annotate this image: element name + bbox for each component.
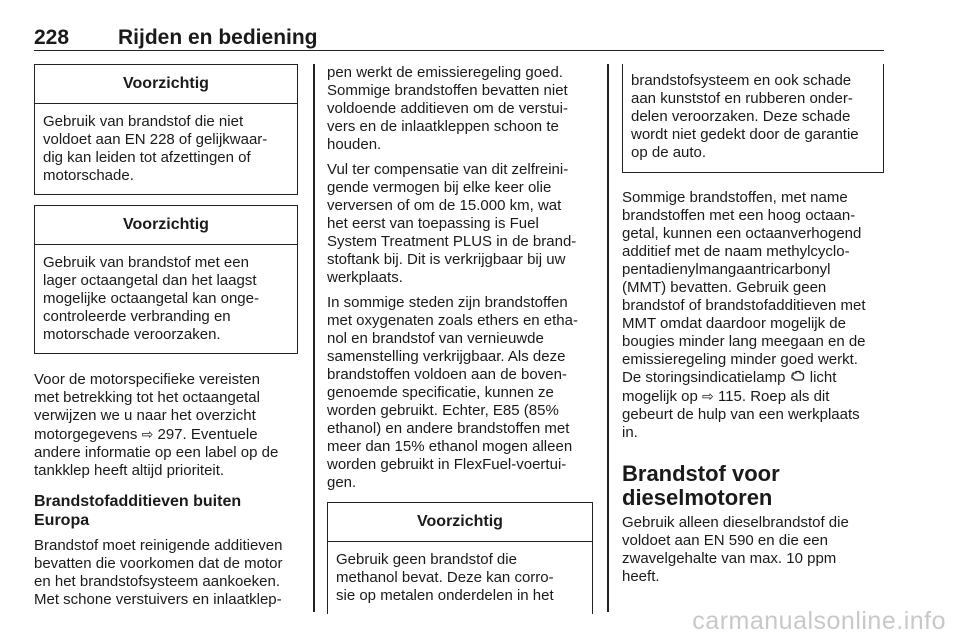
text-line: pen werkt de emissieregeling goed.	[327, 64, 563, 81]
lamp-text: De storingsindicatielamp	[622, 369, 786, 386]
caution-title: Voorzichtig	[328, 503, 592, 542]
text-line: MMT omdat daardoor mogelijk de	[622, 315, 846, 332]
text-line: vers en de inlaatkleppen schoon te	[327, 118, 559, 135]
text-line: aan kunststof en rubberen onder-	[631, 90, 853, 107]
text-line: Vul ter compensatie van dit zelfreini-	[327, 161, 569, 178]
section-heading-line: dieselmotoren	[622, 485, 773, 510]
caution-box	[327, 502, 593, 614]
page-ref-arrow-icon: ⇨	[141, 426, 154, 442]
text-line: stoftank bij. Dit is verkrijgbaar bij uw	[327, 251, 566, 268]
text-line: (MMT) bevatten. Gebruik geen	[622, 279, 827, 296]
text-line: werkplaats.	[327, 269, 403, 286]
text-line: controleerde verbranding en	[43, 308, 231, 325]
paragraph	[327, 161, 593, 287]
text-line: brandstofsysteem en ook schade	[631, 72, 852, 89]
text-line: tankklep heeft altijd prioriteit.	[34, 462, 225, 479]
column-left	[34, 64, 298, 609]
engine-warning-icon	[790, 370, 806, 383]
text-line: samenstelling verkrijgbaar. Als deze	[327, 348, 566, 365]
text-line: getal, kunnen een octaanverhogend	[622, 225, 862, 242]
running-title: Rijden en bediening	[118, 26, 318, 49]
paragraph	[327, 64, 593, 154]
text-line: motorschade.	[43, 167, 134, 184]
ref-text: motorgegevens	[34, 426, 138, 443]
caution-text	[328, 542, 592, 614]
caution-box-continued	[622, 64, 884, 173]
column-divider	[313, 64, 315, 612]
subheading	[34, 492, 298, 530]
text-line	[622, 369, 884, 387]
text-line: in.	[622, 424, 638, 441]
text-line: het eerst van toepassing is Fuel	[327, 215, 539, 232]
text-line: mogelijke octaangetal kan onge-	[43, 290, 259, 307]
watermark: carmanualsonline.info	[692, 607, 946, 635]
paragraph	[34, 371, 298, 480]
text-line: motorschade veroorzaken.	[43, 326, 221, 343]
section-heading-line: Brandstof voor	[622, 461, 780, 486]
text-line: Voor de motorspecifieke vereisten	[34, 371, 260, 388]
text-line: gebeurt de hulp van een werkplaats	[622, 406, 860, 423]
text-line: verversen of om de 15.000 km, wat	[327, 197, 562, 214]
page-number: 228	[34, 26, 70, 49]
text-line: Brandstof moet reinigende additieven	[34, 537, 283, 554]
column-right	[622, 64, 884, 586]
text-line	[34, 425, 298, 444]
text-line: brandstof of brandstofadditieven met	[622, 297, 866, 314]
subheading-line: Europa	[34, 512, 90, 529]
caution-title: Voorzichtig	[35, 65, 297, 104]
text-line: dig kan leiden tot afzettingen of	[43, 149, 251, 166]
subheading-line: Brandstofadditieven buiten	[34, 493, 242, 510]
text-line: pentadienylmangaantricarbonyl	[622, 261, 831, 278]
text-line: bevatten die voorkomen dat de motor	[34, 555, 283, 572]
caution-title: Voorzichtig	[35, 206, 297, 245]
caution-box	[34, 64, 298, 195]
text-line: bougies minder lang meegaan en de	[622, 333, 866, 350]
text-line: In sommige steden zijn brandstoffen	[327, 294, 568, 311]
text-line: sie op metalen onderdelen in het	[336, 587, 554, 604]
text-line: Gebruik van brandstof met een	[43, 254, 249, 271]
text-line: voldoet aan EN 228 of gelijkwaar-	[43, 131, 268, 148]
text-line	[622, 387, 884, 406]
column-middle	[327, 64, 593, 614]
text-line: methanol bevat. Deze kan corro-	[336, 569, 554, 586]
text-line: lager octaangetal dan het laagst	[43, 272, 257, 289]
text-line: zwavelgehalte van max. 10 ppm	[622, 550, 837, 567]
text-line: Gebruik geen brandstof die	[336, 551, 517, 568]
paragraph	[34, 537, 298, 609]
text-line: brandstoffen met een hoog octaan-	[622, 207, 856, 224]
text-line: gen.	[327, 474, 357, 491]
paragraph	[327, 294, 593, 492]
text-line: Sommige brandstoffen bevatten niet	[327, 82, 568, 99]
text-line: brandstoffen voldoen aan de boven-	[327, 366, 567, 383]
text-line: additief met de naam methylcyclo-	[622, 243, 850, 260]
text-line: meer dan 15% ethanol mogen alleen	[327, 438, 573, 455]
text-line: delen veroorzaken. Deze schade	[631, 108, 851, 125]
column-divider	[607, 64, 609, 612]
text-line: genoemde specificatie, kunnen ze	[327, 384, 554, 401]
paragraph	[622, 514, 884, 586]
page-ref-link[interactable]: 297. Eventuele	[157, 426, 258, 443]
text-line: met oxygenaten zoals ethers en etha-	[327, 312, 578, 329]
text-line: ethanol) en andere brandstoffen met	[327, 420, 570, 437]
text-line: Gebruik van brandstof die niet	[43, 113, 244, 130]
text-line: houden.	[327, 136, 382, 153]
text-line: Met schone verstuivers en inlaatklep-	[34, 591, 282, 608]
text-line: worden gebruikt. Echter, E85 (85%	[327, 402, 559, 419]
text-line: met betrekking tot het octaangetal	[34, 389, 260, 406]
text-line: andere informatie op een label op de	[34, 444, 279, 461]
text-line: Sommige brandstoffen, met name	[622, 189, 848, 206]
text-line: System Treatment PLUS in de brand-	[327, 233, 577, 250]
text-line: wordt niet gedekt door de garantie	[631, 126, 859, 143]
text-line: gende vermogen bij elke keer olie	[327, 179, 552, 196]
text-line: Gebruik alleen dieselbrandstof die	[622, 514, 849, 531]
ref-text: mogelijk op	[622, 388, 698, 405]
page-ref-arrow-icon: ⇨	[702, 388, 714, 404]
text-line: op de auto.	[631, 144, 707, 161]
caution-box	[34, 205, 298, 354]
text-line: voldoet aan EN 590 en die een	[622, 532, 828, 549]
section-heading	[622, 462, 884, 510]
caution-text	[35, 245, 297, 353]
page-header	[34, 26, 884, 51]
caution-text	[35, 104, 297, 194]
text-line: worden gebruikt in FlexFuel-voertui-	[327, 456, 567, 473]
page-ref-link[interactable]: 115. Roep als dit	[717, 388, 830, 405]
text-line: nol en brandstof van vernieuwde	[327, 330, 544, 347]
text-line: voldoende additieven om de verstui-	[327, 100, 568, 117]
paragraph	[622, 189, 884, 442]
text-line: heeft.	[622, 568, 660, 585]
text-line: en het brandstofsysteem aankoeken.	[34, 573, 280, 590]
caution-text	[623, 64, 883, 172]
text-line: emissieregeling minder goed werkt.	[622, 351, 858, 368]
text-line: verwijzen we u naar het overzicht	[34, 407, 256, 424]
lamp-text: licht	[809, 369, 837, 386]
